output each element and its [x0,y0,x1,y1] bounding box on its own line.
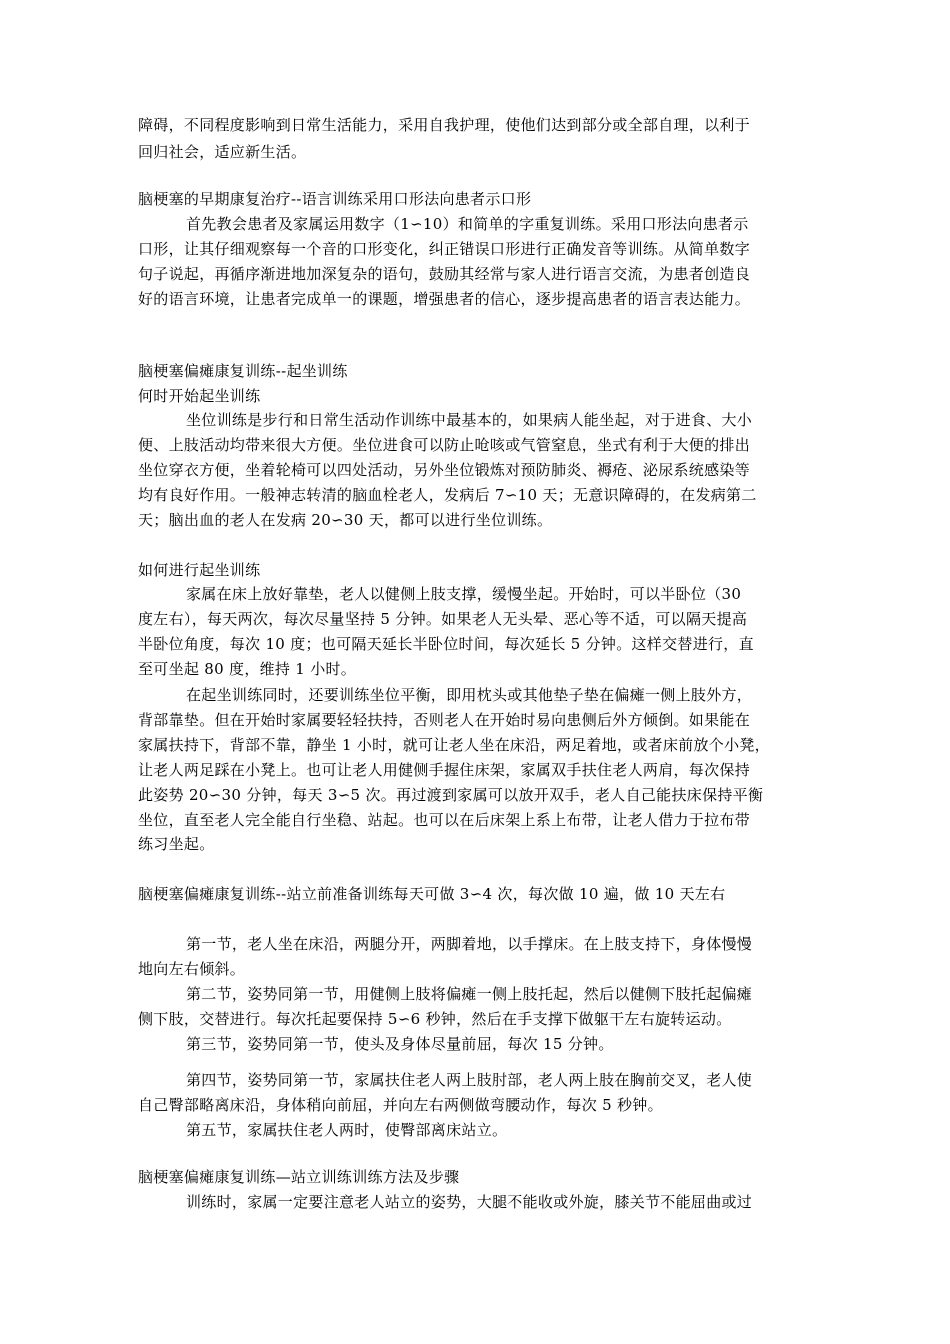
section-heading: 脑梗塞偏瘫康复训练--站立前准备训练每天可做 3∽4 次，每次做 10 遍，做 10 天左右 [138,885,726,903]
text-line: 天；脑出血的老人在发病 20∽30 天，都可以进行坐位训练。 [138,511,553,529]
text-line: 均有良好作用。一般神志转清的脑血栓老人，发病后 7∽10 天；无意识障碍的，在发病第二 [138,486,757,504]
section-heading: 脑梗塞偏瘫康复训练—站立训练训练方法及步骤 [138,1168,460,1186]
text-line: 第二节，姿势同第一节，用健侧上肢将偏瘫一侧上肢托起，然后以健侧下肢托起偏瘫 [186,985,753,1003]
section-heading: 脑梗塞偏瘫康复训练--起坐训练 [138,362,348,380]
text-line: 地向左右倾斜。 [138,960,246,978]
text-line: 第一节，老人坐在床沿，两腿分开，两脚着地，以手撑床。在上肢支持下，身体慢慢 [186,935,753,953]
text-line: 第五节，家属扶住老人两时，使臀部离床站立。 [186,1121,508,1139]
text-line: 度左右），每天两次，每次尽量坚持 5 分钟。如果老人无头晕、恶心等不适，可以隔天提高 [138,610,748,628]
text-line: 侧下肢，交替进行。每次托起要保持 5∽6 秒钟，然后在手支撑下做躯干左右旋转运动。 [138,1010,732,1028]
text-line: 坐位穿衣方便，坐着轮椅可以四处活动，另外坐位锻炼对预防肺炎、褥疮、泌尿系统感染等 [138,461,751,479]
text-line: 回归社会，适应新生活。 [138,143,307,161]
text-line: 障碍，不同程度影响到日常生活能力，采用自我护理，使他们达到部分或全部自理，以利于 [138,116,751,134]
text-line: 在起坐训练同时，还要训练坐位平衡，即用枕头或其他垫子垫在偏瘫一侧上肢外方， [186,686,753,704]
text-line: 此姿势 20∽30 分钟，每天 3∽5 次。再过渡到家属可以放开双手，老人自己能扶床保持平衡 [138,786,764,804]
subsection-heading: 何时开始起坐训练 [138,387,261,405]
text-line: 让老人两足踩在小凳上。也可让老人用健侧手握住床架，家属双手扶住老人两肩，每次保持 [138,761,751,779]
text-line: 坐位，直至老人完全能自行坐稳、站起。也可以在后床架上系上布带，让老人借力于拉布带 [138,811,751,829]
section-heading: 脑梗塞的早期康复治疗--语言训练采用口形法向患者示口形 [138,190,532,208]
text-line: 好的语言环境，让患者完成单一的课题，增强患者的信心，逐步提高患者的语言表达能力。 [138,290,751,308]
text-line: 首先教会患者及家属运用数字（1∽10）和简单的字重复训练。采用口形法向患者示 [186,215,749,233]
text-line: 自己臀部略离床沿，身体稍向前屈，并向左右两侧做弯腰动作，每次 5 秒钟。 [138,1096,663,1114]
text-line: 第四节，姿势同第一节，家属扶住老人两上肢肘部，老人两上肢在胸前交叉，老人使 [186,1071,753,1089]
text-line: 背部靠垫。但在开始时家属要轻轻扶持，否则老人在开始时易向患侧后外方倾倒。如果能在 [138,711,751,729]
text-line: 句子说起，再循序渐进地加深复杂的语句，鼓励其经常与家人进行语言交流，为患者创造良 [138,265,751,283]
text-line: 至可坐起 80 度，维持 1 小时。 [138,660,357,678]
subsection-heading: 如何进行起坐训练 [138,561,261,579]
text-line: 练习坐起。 [138,835,215,853]
text-line: 坐位训练是步行和日常生活动作训练中最基本的，如果病人能坐起，对于进食、大小 [186,411,753,429]
text-line: 半卧位角度，每次 10 度；也可隔天延长半卧位时间，每次延长 5 分钟。这样交替进行，直 [138,635,754,653]
text-line: 家属扶持下，背部不靠，静坐 1 小时，就可让老人坐在床沿，两足着地，或者床前放个小凳， [138,736,770,754]
text-line: 口形，让其仔细观察每一个音的口形变化，纠正错误口形进行正确发音等训练。从简单数字 [138,240,751,258]
text-line: 便、上肢活动均带来很大方便。坐位进食可以防止呛咳或气管窒息，坐式有利于大便的排出 [138,436,751,454]
text-line: 训练时，家属一定要注意老人站立的姿势，大腿不能收或外旋，膝关节不能屈曲或过 [186,1193,753,1211]
text-line: 家属在床上放好靠垫，老人以健侧上肢支撑，缓慢坐起。开始时，可以半卧位（30 [186,585,742,603]
text-line: 第三节，姿势同第一节，使头及身体尽量前屈，每次 15 分钟。 [186,1035,614,1053]
